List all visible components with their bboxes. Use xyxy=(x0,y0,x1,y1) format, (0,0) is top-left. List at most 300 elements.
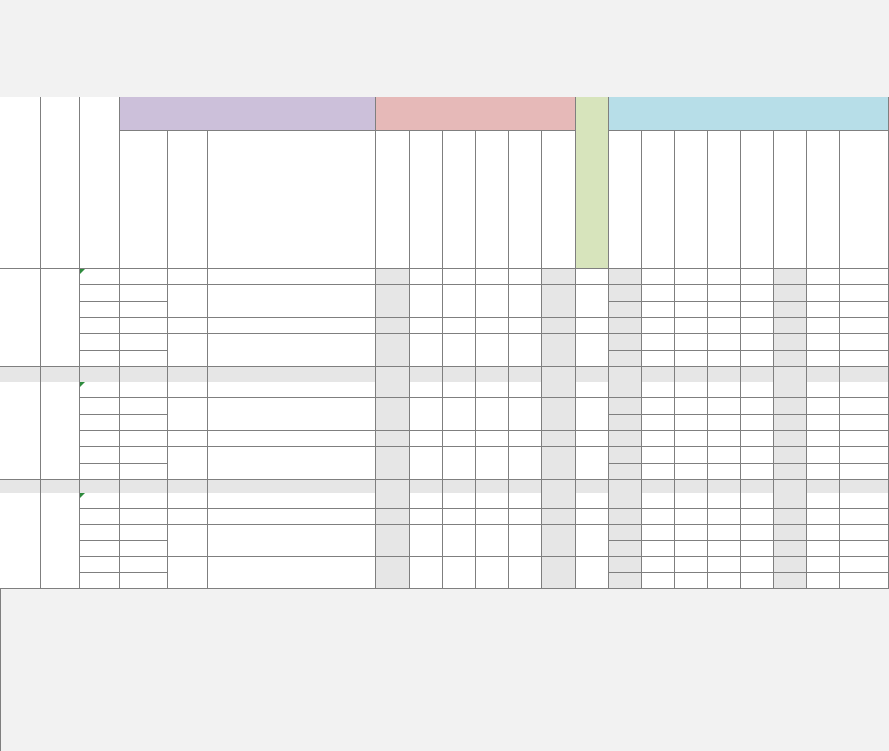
creditos-cell xyxy=(576,493,609,509)
header-asignaturas xyxy=(120,97,376,131)
docente-cell xyxy=(840,541,889,557)
componente-cell xyxy=(168,382,208,398)
header-descripcion xyxy=(208,131,376,269)
estudiante-cell xyxy=(443,493,476,509)
docente-cell xyxy=(840,302,889,318)
docente-cell xyxy=(807,415,840,431)
docente-cell xyxy=(708,431,741,447)
area-cell xyxy=(80,447,120,464)
docente-cell xyxy=(774,398,807,415)
docente-cell xyxy=(708,573,741,589)
cell-comment-marker xyxy=(80,382,85,387)
estudiante-cell xyxy=(443,447,476,480)
docente-cell xyxy=(609,382,642,398)
docente-cell xyxy=(840,318,889,334)
componente-cell xyxy=(168,431,208,447)
docente-cell xyxy=(675,557,708,573)
docente-cell xyxy=(609,464,642,480)
estudiante-cell xyxy=(542,318,576,334)
docente-cell xyxy=(675,447,708,464)
cod-cell xyxy=(120,573,168,589)
total-blank xyxy=(120,367,168,383)
docente-cell xyxy=(609,351,642,367)
docente-cell xyxy=(642,464,675,480)
docente-cell xyxy=(807,573,840,589)
creditos-cell xyxy=(576,334,609,367)
cod-cell xyxy=(120,334,168,351)
docente-cell xyxy=(642,525,675,541)
estudiante-cell xyxy=(443,557,476,589)
docente-cell xyxy=(741,302,774,318)
cod-cell xyxy=(120,382,168,398)
estudiante-cell xyxy=(376,447,410,480)
docente-cell xyxy=(642,447,675,464)
docente-cell xyxy=(741,269,774,285)
total-docente-cell xyxy=(774,367,807,383)
header-semestre xyxy=(41,97,80,269)
docente-cell xyxy=(675,269,708,285)
docente-cell xyxy=(609,525,642,541)
estudiante-cell xyxy=(476,557,509,589)
estudiante-cell xyxy=(443,525,476,557)
docente-cell xyxy=(609,557,642,573)
docente-cell xyxy=(609,447,642,464)
cod-cell xyxy=(120,447,168,464)
docente-cell xyxy=(807,525,840,541)
estudiante-cell xyxy=(509,509,542,525)
estudiante-cell xyxy=(542,398,576,431)
total-blank xyxy=(41,367,80,383)
docente-cell xyxy=(741,382,774,398)
total-docente-cell xyxy=(741,367,774,383)
total-docente-cell xyxy=(609,367,642,383)
subject-description xyxy=(208,269,376,285)
docente-cell xyxy=(807,302,840,318)
estudiante-cell xyxy=(542,269,576,285)
subject-description xyxy=(208,493,376,509)
estudiante-cell xyxy=(476,525,509,557)
docente-cell xyxy=(675,398,708,415)
creditos-cell xyxy=(576,509,609,525)
docente-cell xyxy=(675,351,708,367)
creditos-cell xyxy=(576,557,609,589)
total-estudiante-cell xyxy=(410,367,443,383)
total-estudiante-cell xyxy=(542,367,576,383)
componente-cell xyxy=(168,398,208,431)
estudiante-cell xyxy=(542,382,576,398)
estudiante-cell xyxy=(376,525,410,557)
cod-cell xyxy=(120,541,168,557)
docente-cell xyxy=(708,269,741,285)
docente-cell xyxy=(642,285,675,302)
estudiante-cell xyxy=(509,318,542,334)
componente-cell xyxy=(168,509,208,525)
docente-cell xyxy=(675,302,708,318)
docente-cell xyxy=(675,525,708,541)
docente-cell xyxy=(708,493,741,509)
docente-cell xyxy=(675,318,708,334)
creditos-cell xyxy=(576,318,609,334)
docente-cell xyxy=(774,269,807,285)
subject-description xyxy=(208,398,376,431)
docente-cell xyxy=(807,464,840,480)
docente-cell xyxy=(609,493,642,509)
estudiante-cell xyxy=(376,318,410,334)
docente-cell xyxy=(741,464,774,480)
area-cell xyxy=(80,269,120,285)
componente-cell xyxy=(168,285,208,318)
total-estudiante-cell xyxy=(509,367,542,383)
estudiante-cell xyxy=(476,431,509,447)
estudiante-cell xyxy=(476,285,509,318)
docente-cell xyxy=(774,464,807,480)
docente-cell xyxy=(807,557,840,573)
docente-cell xyxy=(741,447,774,464)
docente-cell xyxy=(642,573,675,589)
docente-cell xyxy=(840,573,889,589)
estudiante-cell xyxy=(376,493,410,509)
docente-cell xyxy=(774,318,807,334)
estudiante-cell xyxy=(542,493,576,509)
cod-cell xyxy=(120,525,168,541)
area-cell xyxy=(80,398,120,415)
docente-cell xyxy=(774,431,807,447)
estudiante-cell xyxy=(410,334,443,367)
area-cell xyxy=(80,525,120,541)
header-docente-col xyxy=(675,131,708,269)
docente-cell xyxy=(774,509,807,525)
estudiante-cell xyxy=(542,334,576,367)
header-docente-col xyxy=(741,131,774,269)
docente-cell xyxy=(708,509,741,525)
header-docente-col xyxy=(840,131,889,269)
docente-cell xyxy=(840,493,889,509)
area-cell xyxy=(80,493,120,509)
docente-cell xyxy=(840,431,889,447)
title-esquema xyxy=(4,1,884,25)
docente-cell xyxy=(807,398,840,415)
docente-cell xyxy=(840,382,889,398)
estudiante-cell xyxy=(542,509,576,525)
docente-cell xyxy=(675,493,708,509)
subject-description xyxy=(208,525,376,557)
docente-cell xyxy=(609,573,642,589)
header-estudiante-col xyxy=(542,131,576,269)
docente-cell xyxy=(840,334,889,351)
estudiante-cell xyxy=(376,557,410,589)
total-creditos-cell xyxy=(576,367,609,383)
cod-cell xyxy=(120,351,168,367)
docente-cell xyxy=(741,285,774,302)
estudiante-cell xyxy=(410,318,443,334)
docente-cell xyxy=(675,509,708,525)
header-docente-col xyxy=(807,131,840,269)
docente-cell xyxy=(675,285,708,302)
total-blank xyxy=(168,367,208,383)
componente-cell xyxy=(168,447,208,480)
docente-cell xyxy=(708,447,741,464)
semestre-cell xyxy=(41,382,80,480)
estudiante-cell xyxy=(410,269,443,285)
docente-cell xyxy=(642,302,675,318)
docente-cell xyxy=(642,509,675,525)
estudiante-cell xyxy=(509,557,542,589)
cod-cell xyxy=(120,415,168,431)
docente-cell xyxy=(807,269,840,285)
docente-cell xyxy=(708,302,741,318)
header-docente-col xyxy=(774,131,807,269)
semestre-cell xyxy=(41,493,80,589)
docente-cell xyxy=(807,509,840,525)
docente-cell xyxy=(741,541,774,557)
docente-cell xyxy=(708,557,741,573)
docente-cell xyxy=(708,285,741,302)
header-cod xyxy=(120,131,168,269)
estudiante-cell xyxy=(476,493,509,509)
area-cell xyxy=(80,573,120,589)
docente-cell xyxy=(741,334,774,351)
estudiante-cell xyxy=(542,525,576,557)
area-cell xyxy=(80,382,120,398)
docente-cell xyxy=(741,318,774,334)
header-docente-col xyxy=(609,131,642,269)
estudiante-cell xyxy=(476,334,509,367)
creditos-cell xyxy=(576,431,609,447)
total-blank xyxy=(80,367,120,383)
docente-cell xyxy=(840,509,889,525)
docente-cell xyxy=(609,285,642,302)
total-docente-cell xyxy=(708,367,741,383)
cell-comment-marker xyxy=(80,493,85,498)
header-area xyxy=(80,97,120,269)
docente-cell xyxy=(840,398,889,415)
docente-cell xyxy=(609,269,642,285)
subject-description xyxy=(208,557,376,589)
docente-cell xyxy=(642,415,675,431)
docente-cell xyxy=(774,525,807,541)
header-estudiante-col xyxy=(376,131,410,269)
docente-cell xyxy=(774,302,807,318)
docente-cell xyxy=(708,525,741,541)
area-cell xyxy=(80,557,120,573)
componente-cell xyxy=(168,525,208,557)
header-estudiante-col xyxy=(509,131,542,269)
componente-cell xyxy=(168,334,208,367)
docente-cell xyxy=(774,447,807,464)
header-componente xyxy=(168,131,208,269)
estudiante-cell xyxy=(509,382,542,398)
docente-cell xyxy=(741,415,774,431)
header-horas-estudiante xyxy=(376,97,576,131)
cod-cell xyxy=(120,398,168,415)
title-orientacion xyxy=(4,73,884,97)
docente-cell xyxy=(840,447,889,464)
docente-cell xyxy=(774,493,807,509)
estudiante-cell xyxy=(509,269,542,285)
subject-description xyxy=(208,447,376,480)
estudiante-cell xyxy=(443,269,476,285)
estudiante-cell xyxy=(410,382,443,398)
total-estudiante-cell xyxy=(476,367,509,383)
docente-cell xyxy=(807,447,840,464)
total-semestre-label xyxy=(208,367,376,383)
anio-cell xyxy=(0,382,41,480)
docente-cell xyxy=(708,398,741,415)
docente-cell xyxy=(642,431,675,447)
creditos-cell xyxy=(576,269,609,285)
docente-cell xyxy=(807,493,840,509)
docente-cell xyxy=(609,398,642,415)
total-docente-cell xyxy=(675,367,708,383)
anio-cell xyxy=(0,493,41,589)
estudiante-cell xyxy=(410,447,443,480)
cod-cell xyxy=(120,557,168,573)
docente-cell xyxy=(642,351,675,367)
cell-comment-marker xyxy=(80,269,85,274)
estudiante-cell xyxy=(410,557,443,589)
docente-cell xyxy=(840,464,889,480)
docente-cell xyxy=(741,573,774,589)
area-cell xyxy=(80,285,120,302)
docente-cell xyxy=(708,382,741,398)
docente-cell xyxy=(807,382,840,398)
docente-cell xyxy=(609,318,642,334)
docente-cell xyxy=(774,285,807,302)
cod-cell xyxy=(120,269,168,285)
estudiante-cell xyxy=(410,493,443,509)
creditos-cell xyxy=(576,447,609,480)
estudiante-cell xyxy=(476,447,509,480)
estudiante-cell xyxy=(509,285,542,318)
docente-cell xyxy=(774,334,807,351)
total-estudiante-cell xyxy=(443,367,476,383)
componente-cell xyxy=(168,493,208,509)
estudiante-cell xyxy=(410,509,443,525)
estudiante-cell xyxy=(443,285,476,318)
docente-cell xyxy=(708,334,741,351)
cod-cell xyxy=(120,302,168,318)
docente-cell xyxy=(774,415,807,431)
title-tipo-curso xyxy=(4,25,884,49)
docente-cell xyxy=(609,415,642,431)
subject-description xyxy=(208,509,376,525)
area-cell xyxy=(80,509,120,525)
docente-cell xyxy=(807,318,840,334)
docente-cell xyxy=(642,541,675,557)
cod-cell xyxy=(120,285,168,302)
docente-cell xyxy=(609,302,642,318)
header-estudiante-col xyxy=(476,131,509,269)
estudiante-cell xyxy=(443,382,476,398)
docente-cell xyxy=(840,269,889,285)
estudiante-cell xyxy=(443,509,476,525)
docente-cell xyxy=(609,334,642,351)
area-cell xyxy=(80,431,120,447)
docente-cell xyxy=(609,431,642,447)
estudiante-cell xyxy=(410,398,443,431)
docente-cell xyxy=(708,541,741,557)
estudiante-cell xyxy=(376,269,410,285)
total-docente-cell xyxy=(807,367,840,383)
estudiante-cell xyxy=(376,285,410,318)
docente-cell xyxy=(774,351,807,367)
area-cell xyxy=(80,351,120,367)
docente-cell xyxy=(708,318,741,334)
docente-cell xyxy=(708,464,741,480)
subject-description xyxy=(208,334,376,367)
docente-cell xyxy=(675,415,708,431)
header-estudiante-col xyxy=(410,131,443,269)
cod-cell xyxy=(120,509,168,525)
docente-cell xyxy=(774,541,807,557)
area-cell xyxy=(80,415,120,431)
cod-cell xyxy=(120,431,168,447)
docente-cell xyxy=(642,269,675,285)
docente-cell xyxy=(708,351,741,367)
creditos-cell xyxy=(576,285,609,318)
cod-cell xyxy=(120,464,168,480)
area-cell xyxy=(80,318,120,334)
docente-cell xyxy=(642,318,675,334)
creditos-cell xyxy=(576,525,609,557)
subject-description xyxy=(208,285,376,318)
total-docente-cell xyxy=(642,367,675,383)
estudiante-cell xyxy=(509,398,542,431)
header-horas-docente xyxy=(609,97,889,131)
estudiante-cell xyxy=(509,493,542,509)
docente-cell xyxy=(642,493,675,509)
docente-cell xyxy=(741,509,774,525)
docente-cell xyxy=(807,351,840,367)
estudiante-cell xyxy=(476,509,509,525)
estudiante-cell xyxy=(410,431,443,447)
docente-cell xyxy=(609,509,642,525)
docente-cell xyxy=(741,557,774,573)
total-docente-cell xyxy=(840,367,889,383)
docente-cell xyxy=(807,285,840,302)
semestre-cell xyxy=(41,269,80,367)
header-docente-col xyxy=(642,131,675,269)
estudiante-cell xyxy=(410,525,443,557)
estudiante-cell xyxy=(509,431,542,447)
curriculum-table xyxy=(0,97,889,751)
estudiante-cell xyxy=(376,382,410,398)
estudiante-cell xyxy=(443,318,476,334)
componente-cell xyxy=(168,557,208,589)
total-blank xyxy=(0,367,41,383)
docente-cell xyxy=(642,398,675,415)
docente-cell xyxy=(840,415,889,431)
cod-cell xyxy=(120,493,168,509)
estudiante-cell xyxy=(542,431,576,447)
total-estudiante-cell xyxy=(376,367,410,383)
estudiante-cell xyxy=(443,334,476,367)
docente-cell xyxy=(675,573,708,589)
docente-cell xyxy=(840,525,889,541)
docente-cell xyxy=(741,398,774,415)
docente-cell xyxy=(642,382,675,398)
estudiante-cell xyxy=(410,285,443,318)
estudiante-cell xyxy=(376,334,410,367)
header-docente-col xyxy=(708,131,741,269)
docente-cell xyxy=(675,334,708,351)
componente-cell xyxy=(168,269,208,285)
estudiante-cell xyxy=(509,525,542,557)
docente-cell xyxy=(675,382,708,398)
docente-cell xyxy=(675,431,708,447)
docente-cell xyxy=(807,431,840,447)
subject-description xyxy=(208,431,376,447)
